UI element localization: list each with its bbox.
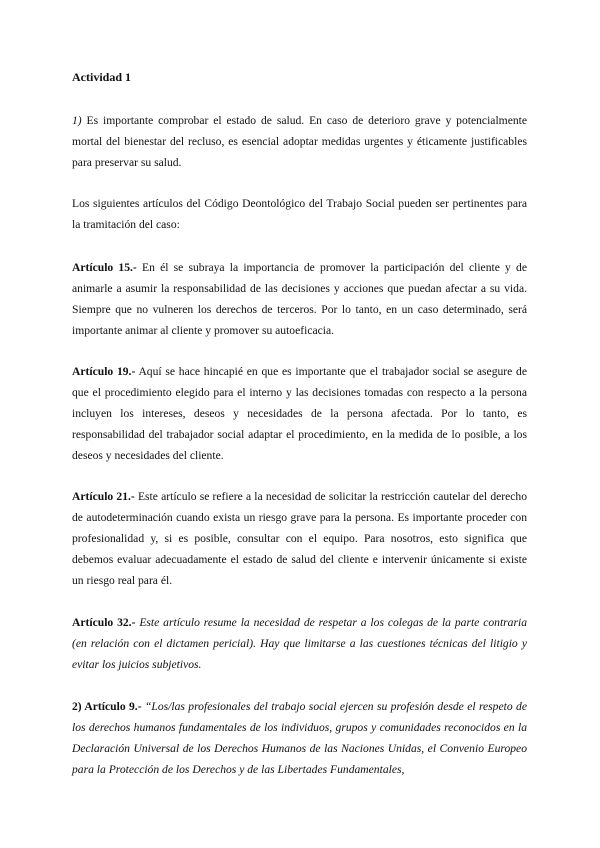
paragraph-text: Es importante comprobar el estado de salud. En caso de deterioro grave y potencialmente mortal del bienestar del recluso, es esencial adoptar medidas urgentes y éticamente justificables para preservar su salud. <box>72 114 527 169</box>
paragraph-article-19 <box>72 361 527 466</box>
article-label: Artículo 15.- <box>72 261 137 274</box>
paragraph-text: Aquí se hace hincapié en que es importante que el trabajador social se asegure de que el procedimiento elegido para el interno y las decisiones tomadas con respecto a la persona incluyen los intereses, deseos y necesidades de la persona afectada. Por lo tanto, es responsabilidad del trabajador social adaptar el procedimiento, en la medida de lo posible, a los deseos y necesidades del cliente. <box>72 365 527 462</box>
paragraph-intro-articles <box>72 193 527 235</box>
paragraph-text: En él se subraya la importancia de promover la participación del cliente y de animarle a asumir la responsabilidad de las decisiones y acciones que puedan afectar a su vida. Siempre que no vulneren los derechos de terceros. Por lo tanto, en un caso determinado, será importante animar al cliente y promover su autoeficacia. <box>72 261 527 337</box>
paragraph-text: “Los/las profesionales del trabajo social ejercen su profesión desde el respeto de los derechos humanos fundamentales de los individuos, grupos y comunidades reconocidos en la Declaración Universal de los Derechos Humanos de las Naciones Unidas, el Convenio Europeo para la Protección de los Derechos y de las Libertades Fundamentales, <box>72 700 527 776</box>
article-label: Artículo 21.- <box>72 490 135 503</box>
paragraph-article-15 <box>72 257 527 341</box>
paragraph-text: Este artículo se refiere a la necesidad de solicitar la restricción cautelar del derecho de autodeterminación cuando exista un riesgo grave para la persona. Es importante proceder con profesionalidad y, si es posible, consultar con el equipo. Para nosotros, esto significa que debemos evaluar adecuadamente el estado de salud del cliente e intervenir únicamente si existe un riesgo real para él. <box>72 490 528 587</box>
article-label: 2) Artículo 9.- <box>72 700 142 713</box>
article-label: Artículo 19.- <box>72 365 136 378</box>
paragraph-text: Los siguientes artículos del Código Deontológico del Trabajo Social pueden ser pertinentes para la tramitación del caso: <box>72 197 527 231</box>
paragraph-actividad-1 <box>72 110 527 173</box>
paragraph-article-9 <box>72 696 527 780</box>
article-label: Artículo 32.- <box>72 616 136 629</box>
page-title: Actividad 1 <box>72 70 132 84</box>
item-number: 1) <box>72 114 82 127</box>
paragraph-article-21 <box>72 486 527 591</box>
paragraph-article-32 <box>72 612 527 675</box>
paragraph-text: Este artículo resume la necesidad de respetar a los colegas de la parte contraria (en relación con el dictamen pericial). Hay que limitarse a las cuestiones técnicas del litigio y evitar los juicios subjetivos. <box>72 616 528 671</box>
